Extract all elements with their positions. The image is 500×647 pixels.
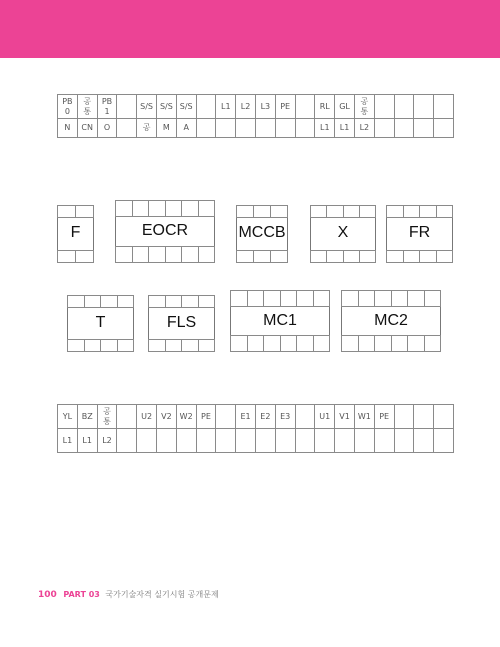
terminal-cell bbox=[414, 429, 434, 453]
terminal-cell: U1 bbox=[315, 405, 335, 429]
terminal-cell bbox=[374, 429, 394, 453]
terminal-cell: S/S bbox=[156, 95, 176, 119]
terminal-cell bbox=[295, 95, 315, 119]
terminal-cell: L1 bbox=[335, 119, 355, 138]
terminal-cell: GL bbox=[335, 95, 355, 119]
terminal-cell bbox=[236, 119, 256, 138]
device-label: MC1 bbox=[263, 312, 297, 329]
device-label: T bbox=[95, 314, 106, 331]
terminal-cell: 공 통 bbox=[354, 95, 374, 119]
terminal-cell bbox=[414, 405, 434, 429]
terminal-cell bbox=[255, 429, 275, 453]
terminal-cell bbox=[216, 405, 236, 429]
device-label: MCCB bbox=[238, 224, 286, 241]
device-label: MC2 bbox=[374, 312, 408, 329]
terminal-cell bbox=[275, 119, 295, 138]
terminal-cell: L3 bbox=[255, 95, 275, 119]
book-title: 국가기술자격 실기시험 공개문제 bbox=[105, 590, 219, 599]
terminal-cell: L1 bbox=[315, 119, 335, 138]
terminal-cell bbox=[414, 119, 434, 138]
terminal-cell bbox=[156, 429, 176, 453]
terminal-cell: W1 bbox=[354, 405, 374, 429]
device-fr bbox=[386, 205, 453, 263]
table-row bbox=[58, 429, 454, 453]
terminal-cell bbox=[434, 405, 454, 429]
terminal-cell bbox=[176, 429, 196, 453]
terminal-cell bbox=[295, 119, 315, 138]
terminal-cell bbox=[354, 429, 374, 453]
terminal-cell: E1 bbox=[236, 405, 256, 429]
header-band bbox=[0, 0, 500, 58]
terminal-cell: M bbox=[156, 119, 176, 138]
device-f bbox=[57, 205, 94, 263]
device-label: EOCR bbox=[141, 222, 189, 239]
terminal-cell bbox=[335, 429, 355, 453]
terminal-cell: L2 bbox=[97, 429, 117, 453]
terminal-cell bbox=[434, 95, 454, 119]
terminal-cell: L1 bbox=[216, 95, 236, 119]
device-mccb bbox=[236, 205, 288, 263]
terminal-cell: E2 bbox=[255, 405, 275, 429]
terminal-cell: L2 bbox=[354, 119, 374, 138]
device-t bbox=[67, 295, 134, 352]
page-footer bbox=[38, 589, 219, 600]
terminal-cell bbox=[394, 95, 414, 119]
device-label: X bbox=[337, 224, 349, 241]
terminal-cell bbox=[117, 405, 137, 429]
terminal-cell: N bbox=[58, 119, 78, 138]
terminal-cell bbox=[394, 119, 414, 138]
part-label: PART 03 bbox=[63, 590, 100, 599]
terminal-cell: L1 bbox=[77, 429, 97, 453]
terminal-cell bbox=[374, 95, 394, 119]
device-label: F bbox=[70, 224, 81, 241]
device-mc2 bbox=[341, 290, 441, 352]
terminal-cell bbox=[196, 119, 216, 138]
terminal-cell bbox=[275, 429, 295, 453]
terminal-cell bbox=[216, 119, 236, 138]
terminal-cell: V1 bbox=[335, 405, 355, 429]
terminal-cell: PE bbox=[196, 405, 216, 429]
terminal-cell: 공 bbox=[137, 119, 157, 138]
terminal-cell: YL bbox=[58, 405, 78, 429]
terminal-cell bbox=[196, 429, 216, 453]
terminal-cell: CN bbox=[77, 119, 97, 138]
terminal-cell: RL bbox=[315, 95, 335, 119]
terminal-cell: PE bbox=[374, 405, 394, 429]
device-x bbox=[310, 205, 376, 263]
terminal-cell: L1 bbox=[58, 429, 78, 453]
terminal-cell: PB 1 bbox=[97, 95, 117, 119]
device-label: FLS bbox=[166, 314, 197, 331]
terminal-cell bbox=[434, 429, 454, 453]
terminal-cell: O bbox=[97, 119, 117, 138]
terminal-cell: PE bbox=[275, 95, 295, 119]
terminal-cell bbox=[216, 429, 236, 453]
terminal-cell bbox=[117, 429, 137, 453]
table-row bbox=[58, 119, 454, 138]
terminal-cell: L2 bbox=[236, 95, 256, 119]
terminal-cell: BZ bbox=[77, 405, 97, 429]
top-terminal-table bbox=[57, 94, 454, 138]
terminal-cell: A bbox=[176, 119, 196, 138]
page-number: 100 bbox=[38, 590, 57, 600]
table-row bbox=[58, 405, 454, 429]
terminal-cell bbox=[117, 95, 137, 119]
terminal-cell bbox=[414, 95, 434, 119]
device-mc1 bbox=[230, 290, 330, 352]
terminal-cell bbox=[394, 429, 414, 453]
terminal-cell bbox=[374, 119, 394, 138]
terminal-cell bbox=[315, 429, 335, 453]
device-eocr bbox=[115, 200, 215, 263]
table-row bbox=[58, 95, 454, 119]
terminal-cell bbox=[295, 429, 315, 453]
device-fls bbox=[148, 295, 215, 352]
terminal-cell: U2 bbox=[137, 405, 157, 429]
terminal-cell: 공 통 bbox=[97, 405, 117, 429]
terminal-cell bbox=[255, 119, 275, 138]
terminal-cell bbox=[434, 119, 454, 138]
terminal-cell: S/S bbox=[137, 95, 157, 119]
terminal-cell bbox=[196, 95, 216, 119]
terminal-cell: W2 bbox=[176, 405, 196, 429]
terminal-cell bbox=[117, 119, 137, 138]
terminal-cell bbox=[236, 429, 256, 453]
terminal-cell: S/S bbox=[176, 95, 196, 119]
terminal-cell bbox=[394, 405, 414, 429]
terminal-cell: V2 bbox=[156, 405, 176, 429]
terminal-cell: E3 bbox=[275, 405, 295, 429]
terminal-cell bbox=[137, 429, 157, 453]
terminal-cell: PB 0 bbox=[58, 95, 78, 119]
bottom-terminal-table bbox=[57, 404, 454, 453]
terminal-cell: 공 통 bbox=[77, 95, 97, 119]
terminal-cell bbox=[295, 405, 315, 429]
device-label: FR bbox=[408, 224, 431, 241]
